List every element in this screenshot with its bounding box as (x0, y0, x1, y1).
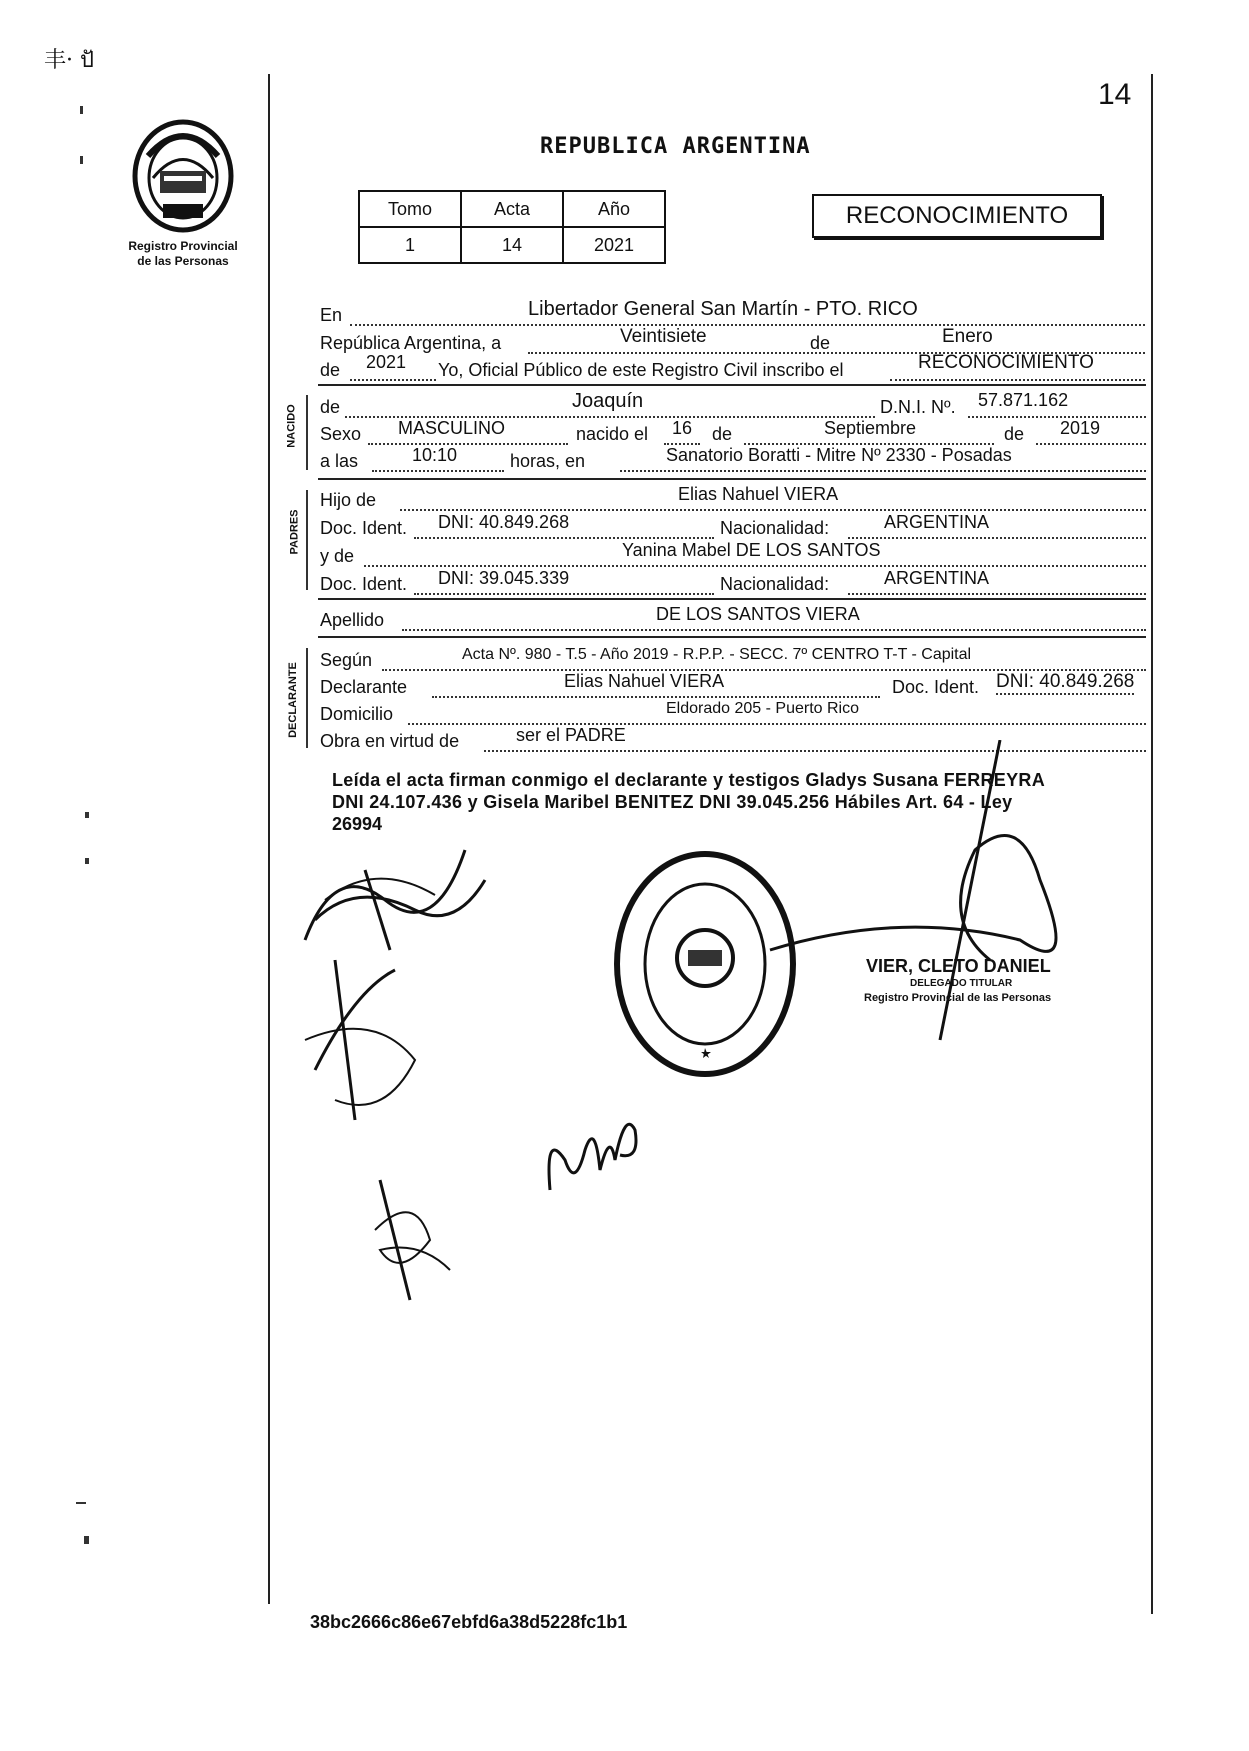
apellido-value: DE LOS SANTOS VIERA (656, 604, 860, 624)
section-label-padres: PADRES (288, 509, 301, 555)
nacido-el-label: nacido el (576, 424, 649, 444)
signatory-name: VIER, CLETO DANIEL (866, 956, 1051, 976)
sexo-dots (368, 443, 568, 445)
agency-name-line1: Registro Provincial (128, 239, 238, 253)
padre-doc-label: Doc. Ident. (320, 518, 408, 538)
declarante-dots (432, 696, 880, 698)
margin-mark (76, 1496, 86, 1504)
declarante-label: Declarante (320, 677, 408, 697)
declarante-name: Elias Nahuel VIERA (564, 671, 725, 691)
dni-label: D.N.I. Nº. (880, 397, 956, 417)
nacido-de-label: de (320, 397, 341, 417)
birth-day: 16 (672, 418, 693, 438)
padre-nac: ARGENTINA (884, 512, 990, 532)
nacido-de3-label: de (1004, 424, 1025, 444)
page-number: 14 (1098, 78, 1132, 111)
signature-witness-2 (370, 1170, 460, 1310)
y-de-label: y de (320, 546, 355, 566)
hijo-de-label: Hijo de (320, 490, 377, 510)
signatory-org: Registro Provincial de las Personas (864, 992, 1052, 1004)
domicilio-label: Domicilio (320, 704, 394, 724)
alas-label: a las (320, 451, 359, 471)
lugar-dots (620, 470, 1146, 472)
obra-value: ser el PADRE (516, 725, 626, 745)
oficial-text: Yo, Oficial Público de este Registro Civil inscribo el (438, 360, 844, 380)
padre-name: Elias Nahuel VIERA (678, 484, 839, 504)
child-name: Joaquín (572, 390, 644, 412)
year-prefix: de (320, 360, 341, 380)
table-header-tomo: Tomo (359, 191, 461, 227)
provincial-crest (128, 116, 238, 236)
agency-name-line2: de las Personas (137, 254, 229, 268)
birth-place: Sanatorio Boratti - Mitre Nº 2330 - Posadas (666, 445, 1012, 465)
record-type-box: RECONOCIMIENTO (812, 194, 1102, 238)
madre-doc-dots (414, 593, 714, 595)
republica-label: República Argentina, a (320, 333, 502, 353)
dni-dots (968, 416, 1146, 418)
obra-label: Obra en virtud de (320, 731, 460, 751)
margin-mark (80, 106, 83, 114)
padre-nac-dots (848, 537, 1146, 539)
nacido-de2-label: de (712, 424, 733, 444)
closing-line-3: 26994 (332, 814, 383, 834)
madre-nac-dots (848, 593, 1146, 595)
record-table (358, 190, 666, 264)
left-margin-line (268, 74, 270, 1604)
declarante-bracket (306, 648, 308, 748)
closing-line-1: Leída el acta firman conmigo el declarante y testigos Gladys Susana FERREYRA (332, 770, 1046, 790)
rule-before-nacido (318, 384, 1146, 386)
en-dots (350, 324, 1145, 326)
table-value-acta: 14 (461, 227, 563, 263)
madre-nac: ARGENTINA (884, 568, 990, 588)
year-value: 2021 (366, 352, 407, 372)
closing-line-2: DNI 24.107.436 y Gisela Maribel BENITEZ DNI 39.045.256 Hábiles Art. 64 - Ley (332, 792, 1013, 812)
birth-month: Septiembre (824, 418, 917, 438)
year-dots (350, 379, 436, 381)
en-label: En (320, 305, 343, 325)
padre-doc: DNI: 40.849.268 (438, 512, 570, 532)
signature-witness-3 (540, 1100, 650, 1210)
domicilio-value: Eldorado 205 - Puerto Rico (666, 700, 859, 717)
page-title: REPUBLICA ARGENTINA (540, 134, 811, 159)
declarante-doc: DNI: 40.849.268 (996, 671, 1134, 695)
section-label-declarante: DECLARANTE (286, 662, 299, 738)
table-header-anio: Año (563, 191, 665, 227)
signature-declarante (295, 840, 495, 960)
document-hash: 38bc2666c86e67ebfd6a38d5228fc1b1 (310, 1612, 628, 1632)
margin-mark (85, 812, 89, 818)
margin-mark (80, 156, 83, 164)
segun-value: Acta Nº. 980 - T.5 - Año 2019 - R.P.P. - SECC. 7º CENTRO T-T - Capital (462, 646, 972, 663)
madre-name: Yanina Mabel DE LOS SANTOS (622, 540, 881, 560)
nacido-bracket (306, 395, 308, 470)
child-dni: 57.871.162 (978, 390, 1069, 410)
padre-nac-label: Nacionalidad: (720, 518, 830, 538)
table-header-acta: Acta (461, 191, 563, 227)
right-margin-line (1151, 74, 1153, 1614)
birth-year: 2019 (1060, 418, 1101, 438)
segun-label: Según (320, 650, 373, 670)
apellido-label: Apellido (320, 610, 385, 630)
padres-bracket (306, 490, 308, 590)
madre-dots (364, 565, 1146, 567)
day-value: Veintisiete (620, 326, 707, 347)
inscribo-dots (890, 379, 1145, 381)
birth-year-dots (1036, 443, 1146, 445)
table-value-anio: 2021 (563, 227, 665, 263)
month-value: Enero (942, 326, 993, 347)
margin-mark (85, 858, 89, 864)
rule-before-padres (318, 478, 1146, 480)
horas-label: horas, en (510, 451, 586, 471)
declarante-doc-label: Doc. Ident. (892, 677, 980, 697)
padre-dots (400, 509, 1146, 511)
madre-nac-label: Nacionalidad: (720, 574, 830, 594)
signature-witness-1 (295, 950, 455, 1130)
apellido-dots (402, 629, 1146, 631)
sexo-value: MASCULINO (398, 418, 506, 438)
corner-scribble: 丰· ปั (44, 48, 94, 73)
hora-dots (372, 470, 504, 472)
padre-doc-dots (414, 537, 714, 539)
rule-before-apellido (318, 598, 1146, 600)
en-value: Libertador General San Martín - PTO. RICO (528, 298, 918, 320)
section-label-nacido: NACIDO (285, 404, 298, 448)
signatory-role: DELEGADO TITULAR (910, 978, 1013, 989)
birth-hour: 10:10 (412, 445, 458, 465)
margin-mark (84, 1536, 89, 1544)
rule-before-declarante (318, 636, 1146, 638)
inscribo-value: RECONOCIMIENTO (918, 352, 1094, 373)
table-value-tomo: 1 (359, 227, 461, 263)
madre-doc-label: Doc. Ident. (320, 574, 408, 594)
de-label: de (810, 333, 831, 353)
sexo-label: Sexo (320, 424, 362, 444)
madre-doc: DNI: 39.045.339 (438, 568, 570, 588)
